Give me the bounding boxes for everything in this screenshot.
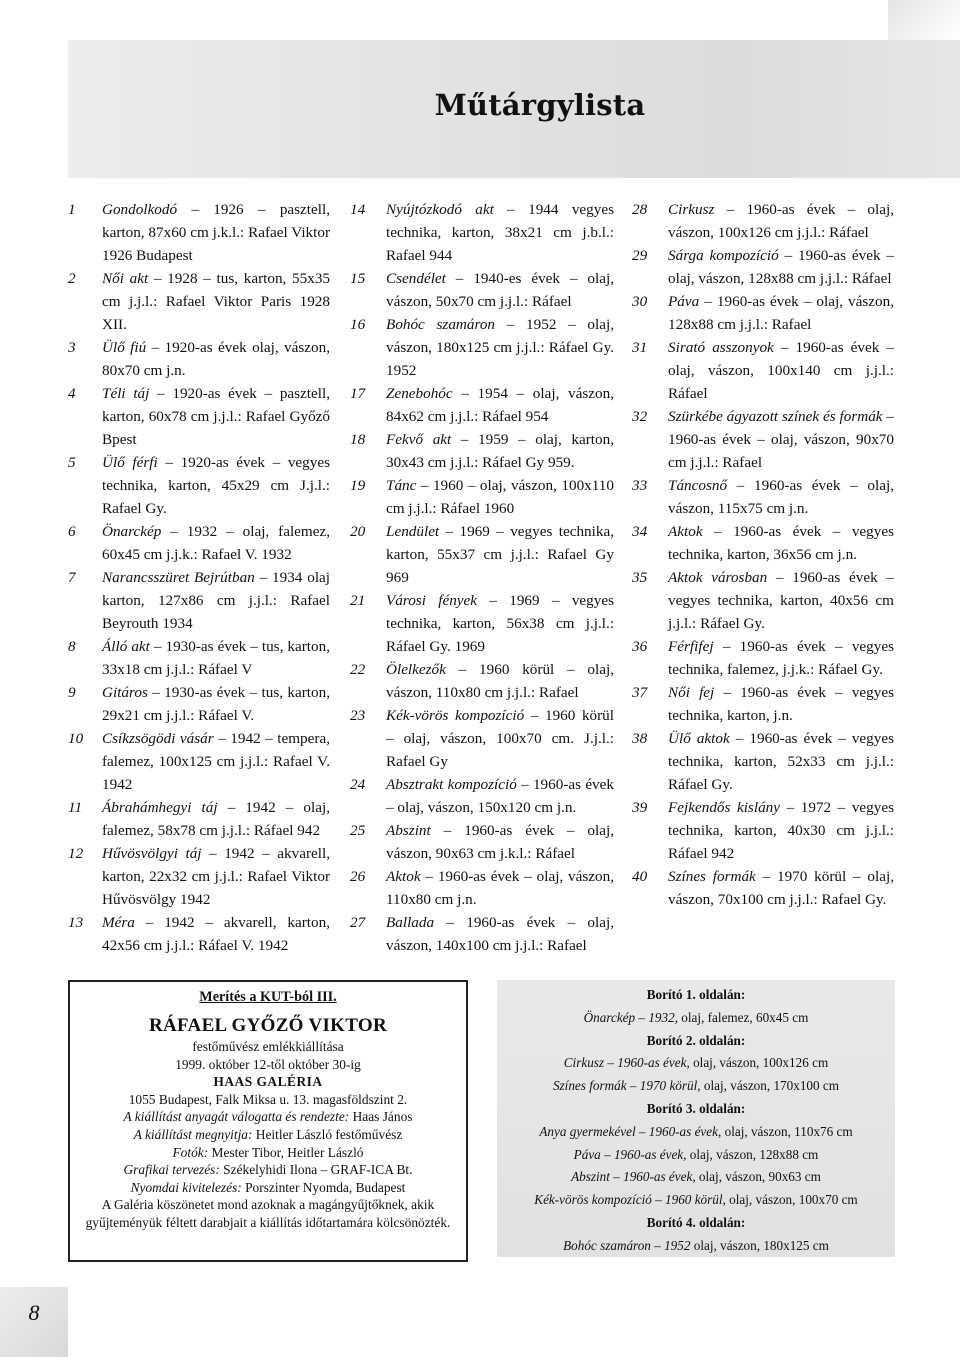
artwork-description bbox=[102, 727, 330, 796]
artwork-number: 22 bbox=[350, 661, 366, 678]
cover-item bbox=[497, 1075, 895, 1098]
artwork-number: 31 bbox=[632, 339, 648, 356]
artwork-number: 9 bbox=[68, 684, 76, 701]
artwork-entry bbox=[632, 336, 894, 405]
artwork-description bbox=[102, 842, 330, 911]
credit-value: Mester Tibor, Heitler László bbox=[208, 1144, 364, 1160]
artwork-description bbox=[668, 681, 894, 727]
cover-item-details: olaj, vászon, 180x125 cm bbox=[690, 1237, 829, 1253]
artwork-number: 27 bbox=[350, 914, 366, 931]
artwork-number: 16 bbox=[350, 316, 366, 333]
artwork-number: 24 bbox=[350, 776, 366, 793]
artwork-entry bbox=[632, 635, 894, 681]
cover-item-title: Kék-vörös kompozíció – 1960 körül, bbox=[534, 1192, 726, 1208]
credit-line bbox=[70, 1161, 466, 1179]
artwork-details: – 1960 körül – olaj, vászon, 110x80 cm j.j.l.: Rafael bbox=[386, 661, 614, 701]
credit-value: Porszinter Nyomda, Budapest bbox=[241, 1179, 406, 1195]
artwork-title: Sárga kompozíció bbox=[668, 247, 779, 264]
artwork-number: 26 bbox=[350, 868, 366, 885]
artwork-details: – 1960-as évek – olaj, vászon, 90x70 cm j.j.l.: Rafael bbox=[668, 408, 895, 471]
artwork-title: Páva bbox=[668, 293, 700, 310]
artwork-title: Ballada bbox=[386, 914, 435, 931]
artwork-details: – 1970 körül – olaj, vászon, 70x100 cm j.j.l.: Rafael Gy. bbox=[668, 868, 894, 908]
cover-item-details: olaj, vászon, 90x63 cm bbox=[695, 1169, 821, 1185]
artwork-number: 15 bbox=[350, 270, 366, 287]
artist-name: RÁFAEL GYŐZŐ VIKTOR bbox=[149, 1015, 387, 1036]
artwork-details: – 1960-as évek – olaj, vászon, 90x63 cm j.k.l.: Ráfael bbox=[386, 822, 614, 862]
artwork-details: – 1930-as évek – tus, karton, 33x18 cm j.j.l.: Ráfael V bbox=[102, 638, 330, 678]
artwork-details: – 1942 – olaj, falemez, 58x78 cm j.j.l.: Ráfael 942 bbox=[102, 799, 331, 839]
artwork-details: – 1930-as évek – tus, karton, 29x21 cm j.j.l.: Ráfael V. bbox=[102, 684, 330, 724]
artwork-entry bbox=[632, 681, 894, 727]
thanks-text: A Galéria köszönetet mond azoknak a magángyűjtőknek, akik gyűjteményük féltett darabjait a kiállítás időtartamára kölcsönözték. bbox=[85, 1197, 451, 1230]
artwork-number: 33 bbox=[632, 477, 648, 494]
artwork-entry bbox=[68, 727, 330, 796]
artwork-title: Fekvő akt bbox=[386, 431, 452, 448]
artwork-description bbox=[102, 382, 330, 451]
credit-label: Grafikai tervezés: bbox=[123, 1162, 220, 1178]
artwork-description bbox=[102, 566, 330, 635]
artwork-entry bbox=[68, 842, 330, 911]
artwork-number: 7 bbox=[68, 569, 76, 586]
artwork-details: – 1960-as évek – olaj, vászon, 128x88 cm j.j.l.: Rafael bbox=[668, 293, 894, 333]
artwork-number: 8 bbox=[68, 638, 76, 655]
artwork-title: Női fej bbox=[668, 684, 715, 701]
artwork-number: 13 bbox=[68, 914, 84, 931]
artwork-entry bbox=[68, 796, 330, 842]
artwork-description bbox=[668, 566, 894, 635]
cover-item-details: olaj, vászon, 100x70 cm bbox=[725, 1192, 858, 1208]
artwork-details: – 1960-as évek – vegyes technika, karton, 40x56 cm j.j.l.: Ráfael Gy. bbox=[668, 569, 894, 632]
artwork-description bbox=[102, 267, 330, 336]
cover-heading: Borító 1. oldalán: bbox=[646, 987, 746, 1002]
artwork-number: 11 bbox=[68, 799, 83, 816]
artwork-details: – 1942 – akvarell, karton, 42x56 cm j.j.l.: Ráfael V. 1942 bbox=[102, 914, 330, 954]
artwork-details: – 1952 – olaj, vászon, 180x125 cm j.j.l.: Ráfael Gy. 1952 bbox=[386, 316, 615, 379]
artwork-description bbox=[668, 520, 894, 566]
artwork-details: – 1960-as évek – olaj, vászon, 100x126 cm j.j.l.: Ráfael bbox=[668, 201, 894, 241]
artwork-description bbox=[102, 520, 330, 566]
credit-line bbox=[70, 1126, 466, 1144]
artwork-number: 6 bbox=[68, 523, 76, 540]
exhibition-info bbox=[70, 986, 466, 1232]
artwork-number: 25 bbox=[350, 822, 366, 839]
artwork-details: – 1928 – tus, karton, 55x35 cm j.j.l.: Rafael Viktor Paris 1928 XII. bbox=[102, 270, 331, 333]
artwork-number: 20 bbox=[350, 523, 366, 540]
artwork-description bbox=[386, 911, 614, 957]
corner-decoration bbox=[888, 0, 960, 40]
artwork-description bbox=[386, 313, 614, 382]
artwork-entry bbox=[350, 428, 614, 474]
artwork-details: – 1920-as évek – vegyes technika, karton, 45x29 cm J.j.l.: Rafael Gy. bbox=[102, 454, 330, 517]
artwork-column-2 bbox=[350, 198, 614, 957]
page-title: Műtárgylista bbox=[434, 88, 646, 122]
artwork-details: – 1969 – vegyes technika, karton, 55x37 cm j.j.l.: Rafael Gy 969 bbox=[386, 523, 614, 586]
credit-line bbox=[70, 1144, 466, 1162]
artwork-description bbox=[102, 336, 330, 382]
artwork-number: 1 bbox=[68, 201, 76, 218]
cover-item bbox=[497, 1121, 895, 1144]
artwork-description bbox=[102, 635, 330, 681]
artwork-column-3 bbox=[632, 198, 894, 911]
cover-item-title: Anya gyermekével – 1960-as évek, bbox=[539, 1123, 722, 1139]
artwork-title: Aktok városban bbox=[668, 569, 768, 586]
artwork-number: 36 bbox=[632, 638, 648, 655]
artwork-title: Ülő férfi bbox=[102, 454, 158, 471]
artwork-title: Absztrakt kompozíció bbox=[386, 776, 517, 793]
artwork-details: – 1920-as évek – pasztell, karton, 60x78 cm j.j.l.: Rafael Győző Bpest bbox=[102, 385, 331, 448]
artwork-title: Fejkendős kislány bbox=[668, 799, 780, 816]
artwork-details: – 1960-as évek – olaj, vászon, 110x80 cm j.n. bbox=[386, 868, 614, 908]
cover-item-details: olaj, vászon, 110x76 cm bbox=[721, 1123, 853, 1139]
artwork-description bbox=[102, 451, 330, 520]
artwork-title: Hűvösvölgyi táj bbox=[102, 845, 202, 862]
artwork-description bbox=[668, 244, 894, 290]
artwork-title: Csíkzsögödi vásár bbox=[102, 730, 214, 747]
artwork-entry bbox=[632, 865, 894, 911]
artwork-title: Táncosnő bbox=[668, 477, 728, 494]
artwork-description bbox=[668, 727, 894, 796]
artwork-title: Aktok bbox=[668, 523, 703, 540]
artwork-entry bbox=[68, 520, 330, 566]
artwork-entry bbox=[68, 681, 330, 727]
artwork-number: 23 bbox=[350, 707, 366, 724]
artwork-number: 34 bbox=[632, 523, 648, 540]
artwork-description bbox=[668, 635, 894, 681]
artwork-title: Ábrahámhegyi táj bbox=[102, 799, 218, 816]
exhibition-subtitle: festőművész emlékkiállítása bbox=[192, 1039, 344, 1054]
artwork-description bbox=[386, 658, 614, 704]
credit-line bbox=[70, 1108, 466, 1126]
artwork-number: 3 bbox=[68, 339, 76, 356]
credit-label: Nyomdai kivitelezés: bbox=[130, 1179, 242, 1195]
artwork-description bbox=[102, 911, 330, 957]
artwork-description bbox=[386, 520, 614, 589]
artwork-number: 38 bbox=[632, 730, 648, 747]
cover-heading: Borító 2. oldalán: bbox=[646, 1032, 746, 1048]
artwork-entry bbox=[350, 819, 614, 865]
artwork-entry bbox=[350, 474, 614, 520]
artwork-number: 37 bbox=[632, 684, 648, 701]
credits-list bbox=[70, 1108, 466, 1196]
artwork-title: Csendélet bbox=[386, 270, 446, 287]
artwork-details: – 1960-as évek – vegyes technika, karton, 52x33 cm j.j.l.: Ráfael Gy. bbox=[668, 730, 895, 793]
artwork-description bbox=[386, 704, 614, 773]
cover-item-details: olaj, vászon, 100x126 cm bbox=[689, 1055, 829, 1071]
artwork-title: Lendület bbox=[386, 523, 440, 540]
artwork-title: Álló akt bbox=[102, 638, 150, 655]
artwork-title: Gondolkodó bbox=[102, 201, 178, 218]
artwork-description bbox=[386, 474, 614, 520]
artwork-details: – 1960-as évek – vegyes technika, karton, 36x56 cm j.n. bbox=[668, 523, 894, 563]
artwork-details: – 1920-as évek olaj, vászon, 80x70 cm j.n. bbox=[102, 339, 330, 379]
cover-item bbox=[497, 1235, 895, 1258]
artwork-description bbox=[386, 267, 614, 313]
exhibition-heading: Merítés a KUT-ból III. bbox=[199, 989, 337, 1005]
artwork-details: – 1932 – olaj, falemez, 60x45 cm j.j.k.: Rafael V. 1932 bbox=[102, 523, 330, 563]
artwork-title: Tánc bbox=[386, 477, 417, 494]
artwork-title: Gitáros bbox=[102, 684, 148, 701]
artwork-title: Női akt bbox=[102, 270, 149, 287]
artwork-details: – 1960-as évek – olaj, vászon, 100x140 cm j.j.l.: Ráfael bbox=[668, 339, 895, 402]
artwork-entry bbox=[68, 267, 330, 336]
artwork-details: – 1926 – pasztell, karton, 87x60 cm j.k.l.: Rafael Viktor 1926 Budapest bbox=[102, 201, 330, 264]
artwork-entry bbox=[632, 198, 894, 244]
artwork-entry bbox=[350, 198, 614, 267]
artwork-description bbox=[102, 796, 330, 842]
artwork-number: 10 bbox=[68, 730, 84, 747]
artwork-title: Cirkusz bbox=[668, 201, 715, 218]
cover-item-details: olaj, vászon, 170x100 cm bbox=[700, 1078, 840, 1094]
artwork-title: Sirató asszonyok bbox=[668, 339, 774, 356]
gallery-name: HAAS GALÉRIA bbox=[213, 1074, 323, 1090]
cover-item bbox=[497, 1166, 895, 1189]
artwork-entry bbox=[632, 405, 894, 474]
artwork-entry bbox=[632, 290, 894, 336]
artwork-number: 29 bbox=[632, 247, 648, 264]
artwork-description bbox=[668, 198, 894, 244]
artwork-entry bbox=[350, 589, 614, 658]
artwork-details: – 1960-as évek – olaj, vászon, 128x88 cm j.j.l.: Ráfael bbox=[668, 247, 894, 287]
cover-heading: Borító 4. oldalán: bbox=[646, 1214, 746, 1230]
artwork-title: Aktok bbox=[386, 868, 421, 885]
artwork-entry bbox=[632, 796, 894, 865]
artwork-title: Téli táj bbox=[102, 385, 150, 402]
artwork-entry bbox=[350, 773, 614, 819]
cover-item-details: olaj, vászon, 128x88 cm bbox=[686, 1146, 819, 1162]
artwork-details: – 1969 – vegyes technika, karton, 56x38 cm j.j.l.: Ráfael Gy. 1969 bbox=[386, 592, 614, 655]
artwork-number: 4 bbox=[68, 385, 76, 402]
artwork-title: Városi fények bbox=[386, 592, 478, 609]
artwork-title: Színes formák bbox=[668, 868, 756, 885]
artwork-number: 17 bbox=[350, 385, 366, 402]
artwork-title: Abszint bbox=[386, 822, 431, 839]
artwork-description bbox=[102, 198, 330, 267]
artwork-details: – 1960 – olaj, vászon, 100x110 cm j.j.l.: Ráfael 1960 bbox=[386, 477, 614, 517]
artwork-entry bbox=[68, 382, 330, 451]
artwork-title: Önarckép bbox=[102, 523, 162, 540]
credit-line bbox=[70, 1179, 466, 1197]
artwork-details: – 1940-es évek – olaj, vászon, 50x70 cm j.j.l.: Ráfael bbox=[386, 270, 614, 310]
artwork-number: 39 bbox=[632, 799, 648, 816]
artwork-title: Zenebohóc bbox=[386, 385, 453, 402]
artwork-entry bbox=[68, 911, 330, 957]
artwork-details: – 1942 – akvarell, karton, 22x32 cm j.j.l.: Rafael Viktor Hűvösvölgy 1942 bbox=[102, 845, 330, 908]
artwork-entry bbox=[350, 382, 614, 428]
artwork-details: – 1960-as évek – olaj, vászon, 150x120 cm j.n. bbox=[386, 776, 614, 816]
artwork-description bbox=[386, 773, 614, 819]
artwork-description bbox=[386, 382, 614, 428]
cover-item-details: olaj, falemez, 60x45 cm bbox=[678, 1009, 809, 1025]
artwork-description bbox=[668, 865, 894, 911]
artwork-number: 35 bbox=[632, 569, 648, 586]
artwork-column-1 bbox=[68, 198, 330, 957]
artwork-details: – 1944 vegyes technika, karton, 38x21 cm j.b.l.: Rafael 944 bbox=[386, 201, 614, 264]
artwork-title: Szürkébe ágyazott színek és formák bbox=[668, 408, 883, 425]
cover-item-title: Cirkusz – 1960-as évek, bbox=[563, 1055, 690, 1071]
artwork-description bbox=[386, 428, 614, 474]
artwork-entry bbox=[350, 865, 614, 911]
artwork-entry bbox=[350, 704, 614, 773]
artwork-details: – 1960 körül – olaj, vászon, 100x70 cm. J.j.l.: Rafael Gy bbox=[386, 707, 614, 770]
artwork-number: 40 bbox=[632, 868, 648, 885]
artwork-entry bbox=[632, 520, 894, 566]
artwork-title: Ölelkezők bbox=[386, 661, 446, 678]
artwork-entry bbox=[350, 658, 614, 704]
artwork-entry bbox=[350, 911, 614, 957]
cover-heading: Borító 3. oldalán: bbox=[646, 1100, 746, 1116]
artwork-title: Nyújtózkodó akt bbox=[386, 201, 494, 218]
artwork-number: 30 bbox=[632, 293, 648, 310]
artwork-number: 21 bbox=[350, 592, 366, 609]
artwork-number: 28 bbox=[632, 201, 648, 218]
artwork-entry bbox=[68, 336, 330, 382]
cover-item-title: Páva – 1960-as évek, bbox=[573, 1146, 687, 1162]
artwork-description bbox=[386, 589, 614, 658]
artwork-title: Férfifej bbox=[668, 638, 714, 655]
artwork-number: 19 bbox=[350, 477, 366, 494]
credit-label: Fotók: bbox=[172, 1144, 209, 1160]
artwork-title: Méra bbox=[102, 914, 135, 931]
cover-item-title: Színes formák – 1970 körül, bbox=[552, 1078, 701, 1094]
cover-item-title: Abszint – 1960-as évek, bbox=[571, 1169, 696, 1185]
artwork-entry bbox=[68, 566, 330, 635]
exhibition-dates: 1999. október 12-től október 30-ig bbox=[175, 1056, 361, 1072]
artwork-details: – 1960-as évek – vegyes technika, karton, j.n. bbox=[668, 684, 894, 724]
artwork-entry bbox=[68, 451, 330, 520]
artwork-description bbox=[668, 405, 894, 474]
artwork-description bbox=[668, 290, 894, 336]
artwork-number: 5 bbox=[68, 454, 76, 471]
artwork-description bbox=[668, 474, 894, 520]
artwork-entry bbox=[350, 313, 614, 382]
credit-label: A kiállítást megnyitja: bbox=[133, 1126, 253, 1142]
cover-item bbox=[497, 1007, 895, 1030]
artwork-title: Kék-vörös kompozíció bbox=[386, 707, 525, 724]
artwork-entry bbox=[632, 566, 894, 635]
artwork-number: 14 bbox=[350, 201, 366, 218]
artwork-number: 32 bbox=[632, 408, 648, 425]
artwork-details: – 1959 – olaj, karton, 30x43 cm j.j.l.: Ráfael Gy 959. bbox=[386, 431, 614, 471]
artwork-entry bbox=[68, 198, 330, 267]
artwork-entry bbox=[350, 267, 614, 313]
artwork-number: 18 bbox=[350, 431, 366, 448]
artwork-details: – 1934 olaj karton, 127x86 cm j.j.l.: Rafael Beyrouth 1934 bbox=[102, 569, 330, 632]
artwork-title: Ülő aktok bbox=[668, 730, 730, 747]
artwork-description bbox=[386, 819, 614, 865]
artwork-details: – 1942 – tempera, falemez, 100x125 cm j.j.l.: Rafael V. 1942 bbox=[102, 730, 330, 793]
artwork-details: – 1954 – olaj, vászon, 84x62 cm j.j.l.: Ráfael 954 bbox=[386, 385, 614, 425]
cover-item bbox=[497, 1144, 895, 1167]
artwork-details: – 1960-as évek – olaj, vászon, 140x100 cm j.j.l.: Rafael bbox=[386, 914, 614, 954]
artwork-details: – 1960-as évek – vegyes technika, falemez, j.j.k.: Ráfael Gy. bbox=[668, 638, 894, 678]
artwork-title: Ülő fiú bbox=[102, 339, 147, 356]
artwork-details: – 1972 – vegyes technika, karton, 40x30 cm j.j.l.: Ráfael 942 bbox=[668, 799, 894, 862]
artwork-entry bbox=[68, 635, 330, 681]
credit-value: Heitler László festőművész bbox=[252, 1126, 403, 1142]
page-number: 8 bbox=[28, 1300, 40, 1325]
artwork-title: Narancsszüret Bejrútban bbox=[102, 569, 255, 586]
artwork-details: – 1960-as évek – olaj, vászon, 115x75 cm j.n. bbox=[668, 477, 894, 517]
artwork-description bbox=[386, 198, 614, 267]
artwork-number: 2 bbox=[68, 270, 76, 287]
cover-item-title: Önarckép – 1932, bbox=[583, 1009, 678, 1025]
artwork-number: 12 bbox=[68, 845, 84, 862]
covers-info bbox=[497, 984, 895, 1258]
artwork-description bbox=[386, 865, 614, 911]
artwork-entry bbox=[632, 727, 894, 796]
artwork-entry bbox=[632, 474, 894, 520]
artwork-entry bbox=[350, 520, 614, 589]
artwork-entry bbox=[632, 244, 894, 290]
artwork-description bbox=[668, 796, 894, 865]
credit-value: Haas János bbox=[349, 1109, 413, 1125]
artwork-description bbox=[668, 336, 894, 405]
cover-item bbox=[497, 1189, 895, 1212]
credit-value: Székelyhidi Ilona – GRAF-ICA Bt. bbox=[219, 1162, 413, 1178]
gallery-address: 1055 Budapest, Falk Miksa u. 13. magasföldszint 2. bbox=[128, 1091, 408, 1107]
cover-item bbox=[497, 1052, 895, 1075]
artwork-title: Bohóc szamáron bbox=[386, 316, 496, 333]
cover-item-title: Bohóc szamáron – 1952 bbox=[563, 1237, 691, 1253]
credit-label: A kiállítást anyagát válogatta és rendezte: bbox=[123, 1109, 350, 1125]
artwork-description bbox=[102, 681, 330, 727]
